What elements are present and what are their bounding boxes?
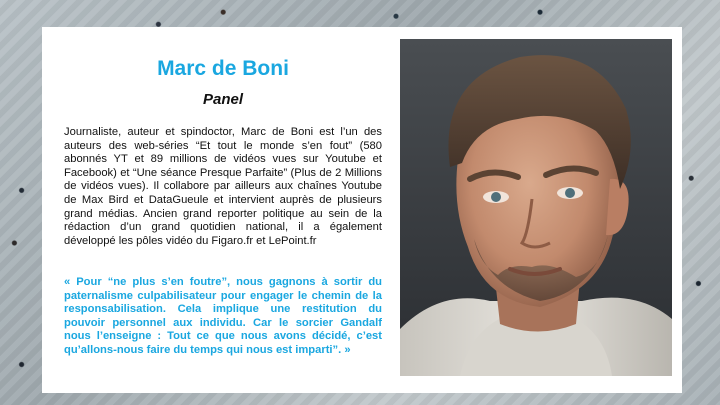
speaker-photo <box>400 39 672 376</box>
portrait-image <box>400 39 672 376</box>
speaker-bio: Journaliste, auteur et spindoctor, Marc de Boni est l’un des auteurs des web-séries “Et tout le monde s’en fout” (580 abonnés YT et 89 millions de vidéos vues sur Youtube et Facebook) et “Une séance Presque Parfaite” (Plus de 2 Millions de vidéos vues). Il collabore par ailleurs aux chaînes Youtube de Max Bird et DataGueule et intervient auprès de plusieurs grand médias. Ancien grand reporter politique au sein de la rédaction d’un grand quotidien national, il a également développé les pôles vidéo du Figaro.fr et LePoint.fr <box>64 126 382 247</box>
speaker-quote: « Pour “ne plus s’en foutre”, nous gagnons à sortir du paternalisme culpabilisateur pour engager le chemin de la responsabilisation. Cela implique une restitution du pouvoir personnel aux individu. Car le sorcier Gandalf nous l’enseigne : Tout ce que nous avons décidé, c’est qu’allons-nous faire du temps qui nous est imparti”. » <box>64 276 382 356</box>
speaker-name: Marc de Boni <box>157 57 289 80</box>
speaker-role: Panel <box>202 91 244 108</box>
speaker-card <box>42 27 682 393</box>
